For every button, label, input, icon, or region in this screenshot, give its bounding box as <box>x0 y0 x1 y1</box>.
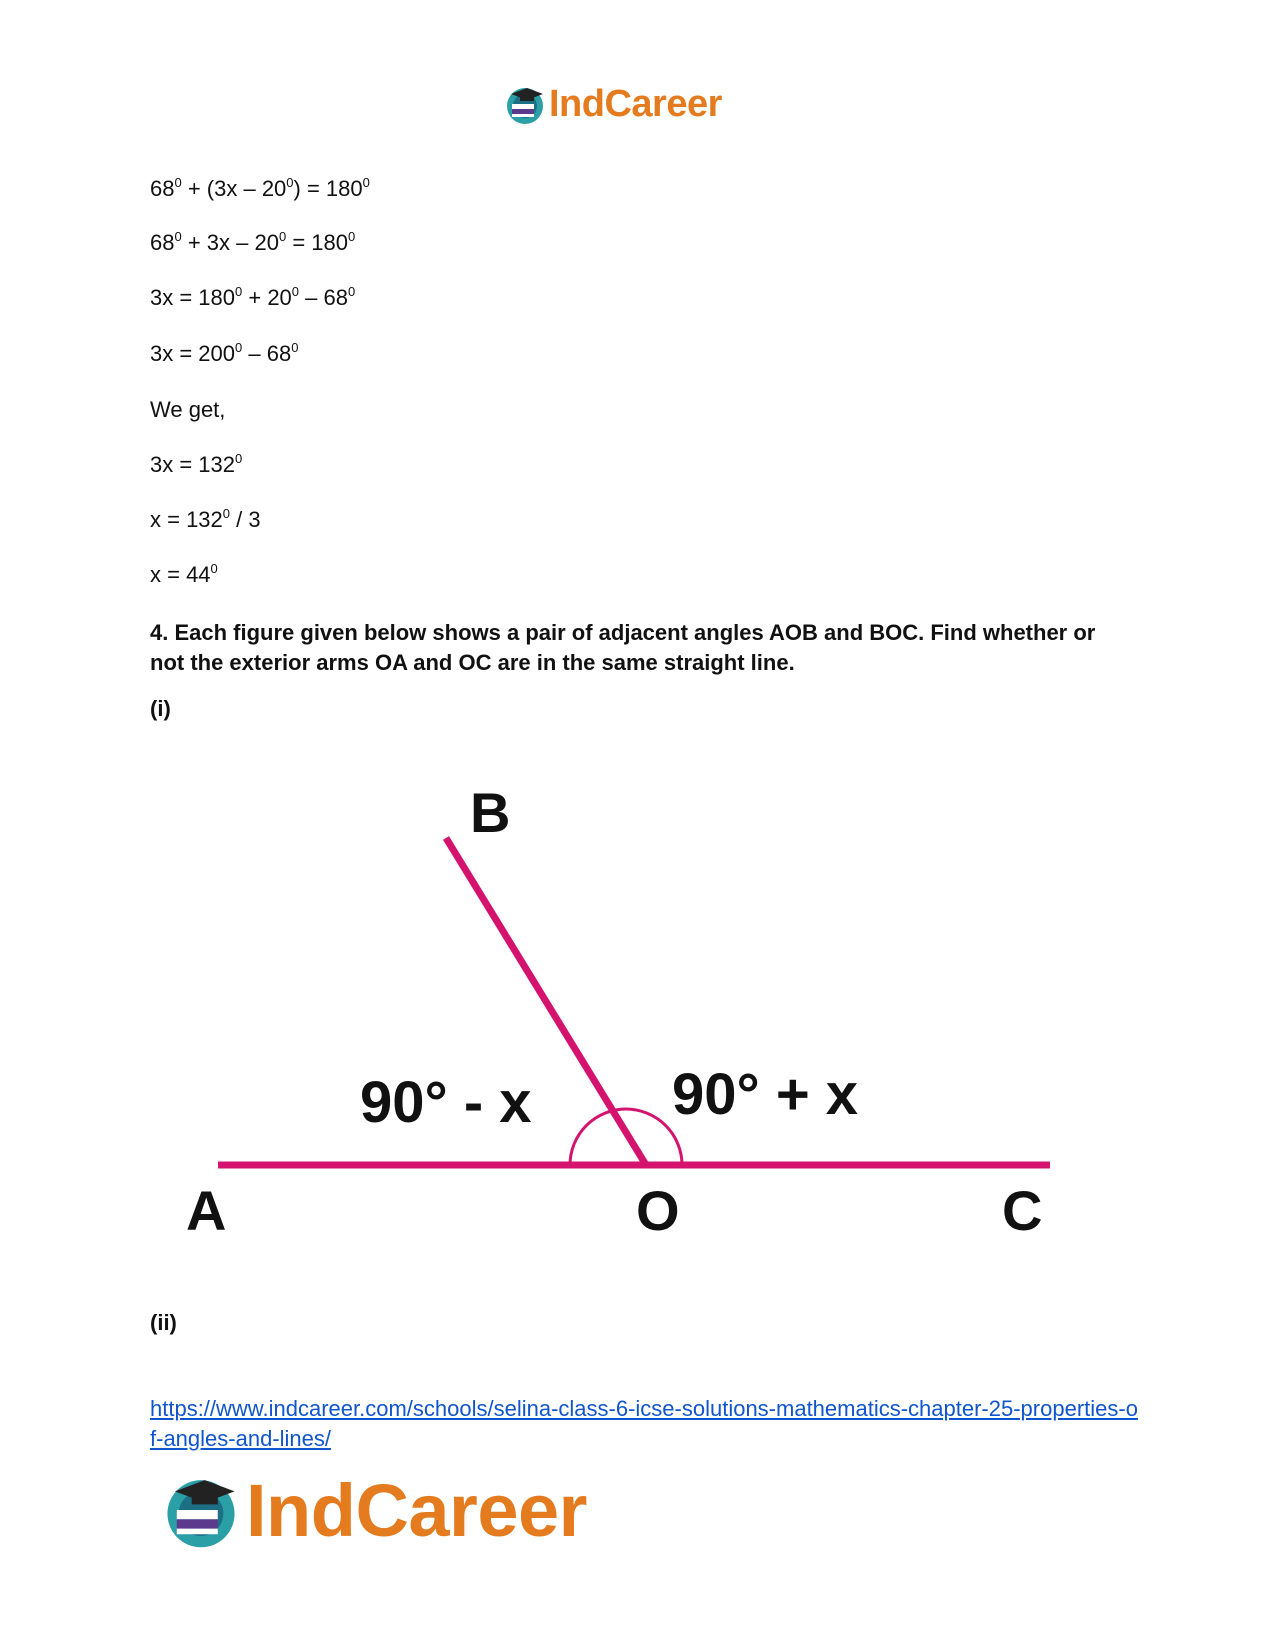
degree-superscript: 0 <box>222 506 231 521</box>
indcareer-logo-top <box>503 80 722 128</box>
equation-text: x = 44 <box>150 562 211 587</box>
degree-superscript: 0 <box>347 229 356 244</box>
degree-superscript: 0 <box>347 284 356 299</box>
solution-line <box>150 452 242 478</box>
equation-text: + (3x – 20 <box>181 176 287 201</box>
label-a: A <box>186 1179 227 1242</box>
label-o: O <box>636 1179 680 1242</box>
equation-text: + 3x – 20 <box>181 230 279 255</box>
degree-superscript: 0 <box>362 175 370 190</box>
part-ii-label: (ii) <box>150 1310 177 1335</box>
degree-superscript: 0 <box>286 175 294 190</box>
degree-superscript: 0 <box>174 175 182 190</box>
solution-line <box>150 562 218 588</box>
equation-text: ) = 180 <box>293 176 363 201</box>
degree-superscript: 0 <box>235 284 243 299</box>
solution-line <box>150 230 355 256</box>
adjacent-angles-figure <box>150 770 1130 1270</box>
question-4: 4. Each figure given below shows a pair of adjacent angles AOB and BOC. Find whether or not the exterior arms OA and OC are in the same straight line. <box>150 620 1096 675</box>
equation-text: 68 <box>150 230 175 255</box>
equation-text: We get, <box>150 397 226 422</box>
source-link[interactable]: https://www.indcareer.com/schools/selina-class-6-icse-solutions-mathematics-chapter-25-properties-of-angles-and-lines/ <box>150 1396 1138 1451</box>
degree-superscript: 0 <box>291 284 300 299</box>
graduation-book-icon <box>503 82 547 126</box>
equation-text: / 3 <box>230 507 261 532</box>
label-b: B <box>470 781 511 844</box>
solution-line <box>150 341 298 367</box>
solution-line <box>150 285 355 311</box>
equation-text: 3x = 180 <box>150 285 236 310</box>
equation-text: – 68 <box>242 341 292 366</box>
equation-text: + 20 <box>242 285 292 310</box>
logo-wordmark: IndCareer <box>246 1468 587 1552</box>
indcareer-logo-bottom <box>160 1468 587 1552</box>
degree-superscript: 0 <box>278 229 287 244</box>
equation-text: = 180 <box>286 230 348 255</box>
part-i-label: (i) <box>150 696 171 721</box>
equation-text: 3x = 200 <box>150 341 236 366</box>
solution-line <box>150 176 370 202</box>
graduation-book-icon <box>160 1469 242 1551</box>
degree-superscript: 0 <box>235 451 243 466</box>
logo-wordmark: IndCareer <box>549 82 722 125</box>
solution-line <box>150 397 225 423</box>
solution-line <box>150 507 261 533</box>
degree-superscript: 0 <box>291 340 299 355</box>
equation-text: x = 132 <box>150 507 223 532</box>
equation-text: 68 <box>150 176 175 201</box>
degree-superscript: 0 <box>174 229 182 244</box>
angle-aob-label: 90° - x <box>360 1070 532 1135</box>
degree-superscript: 0 <box>235 340 243 355</box>
equation-text: 3x = 132 <box>150 452 236 477</box>
equation-text: – 68 <box>299 285 348 310</box>
degree-superscript: 0 <box>210 561 218 576</box>
label-c: C <box>1002 1179 1043 1242</box>
angle-boc-label: 90° + x <box>672 1062 859 1127</box>
